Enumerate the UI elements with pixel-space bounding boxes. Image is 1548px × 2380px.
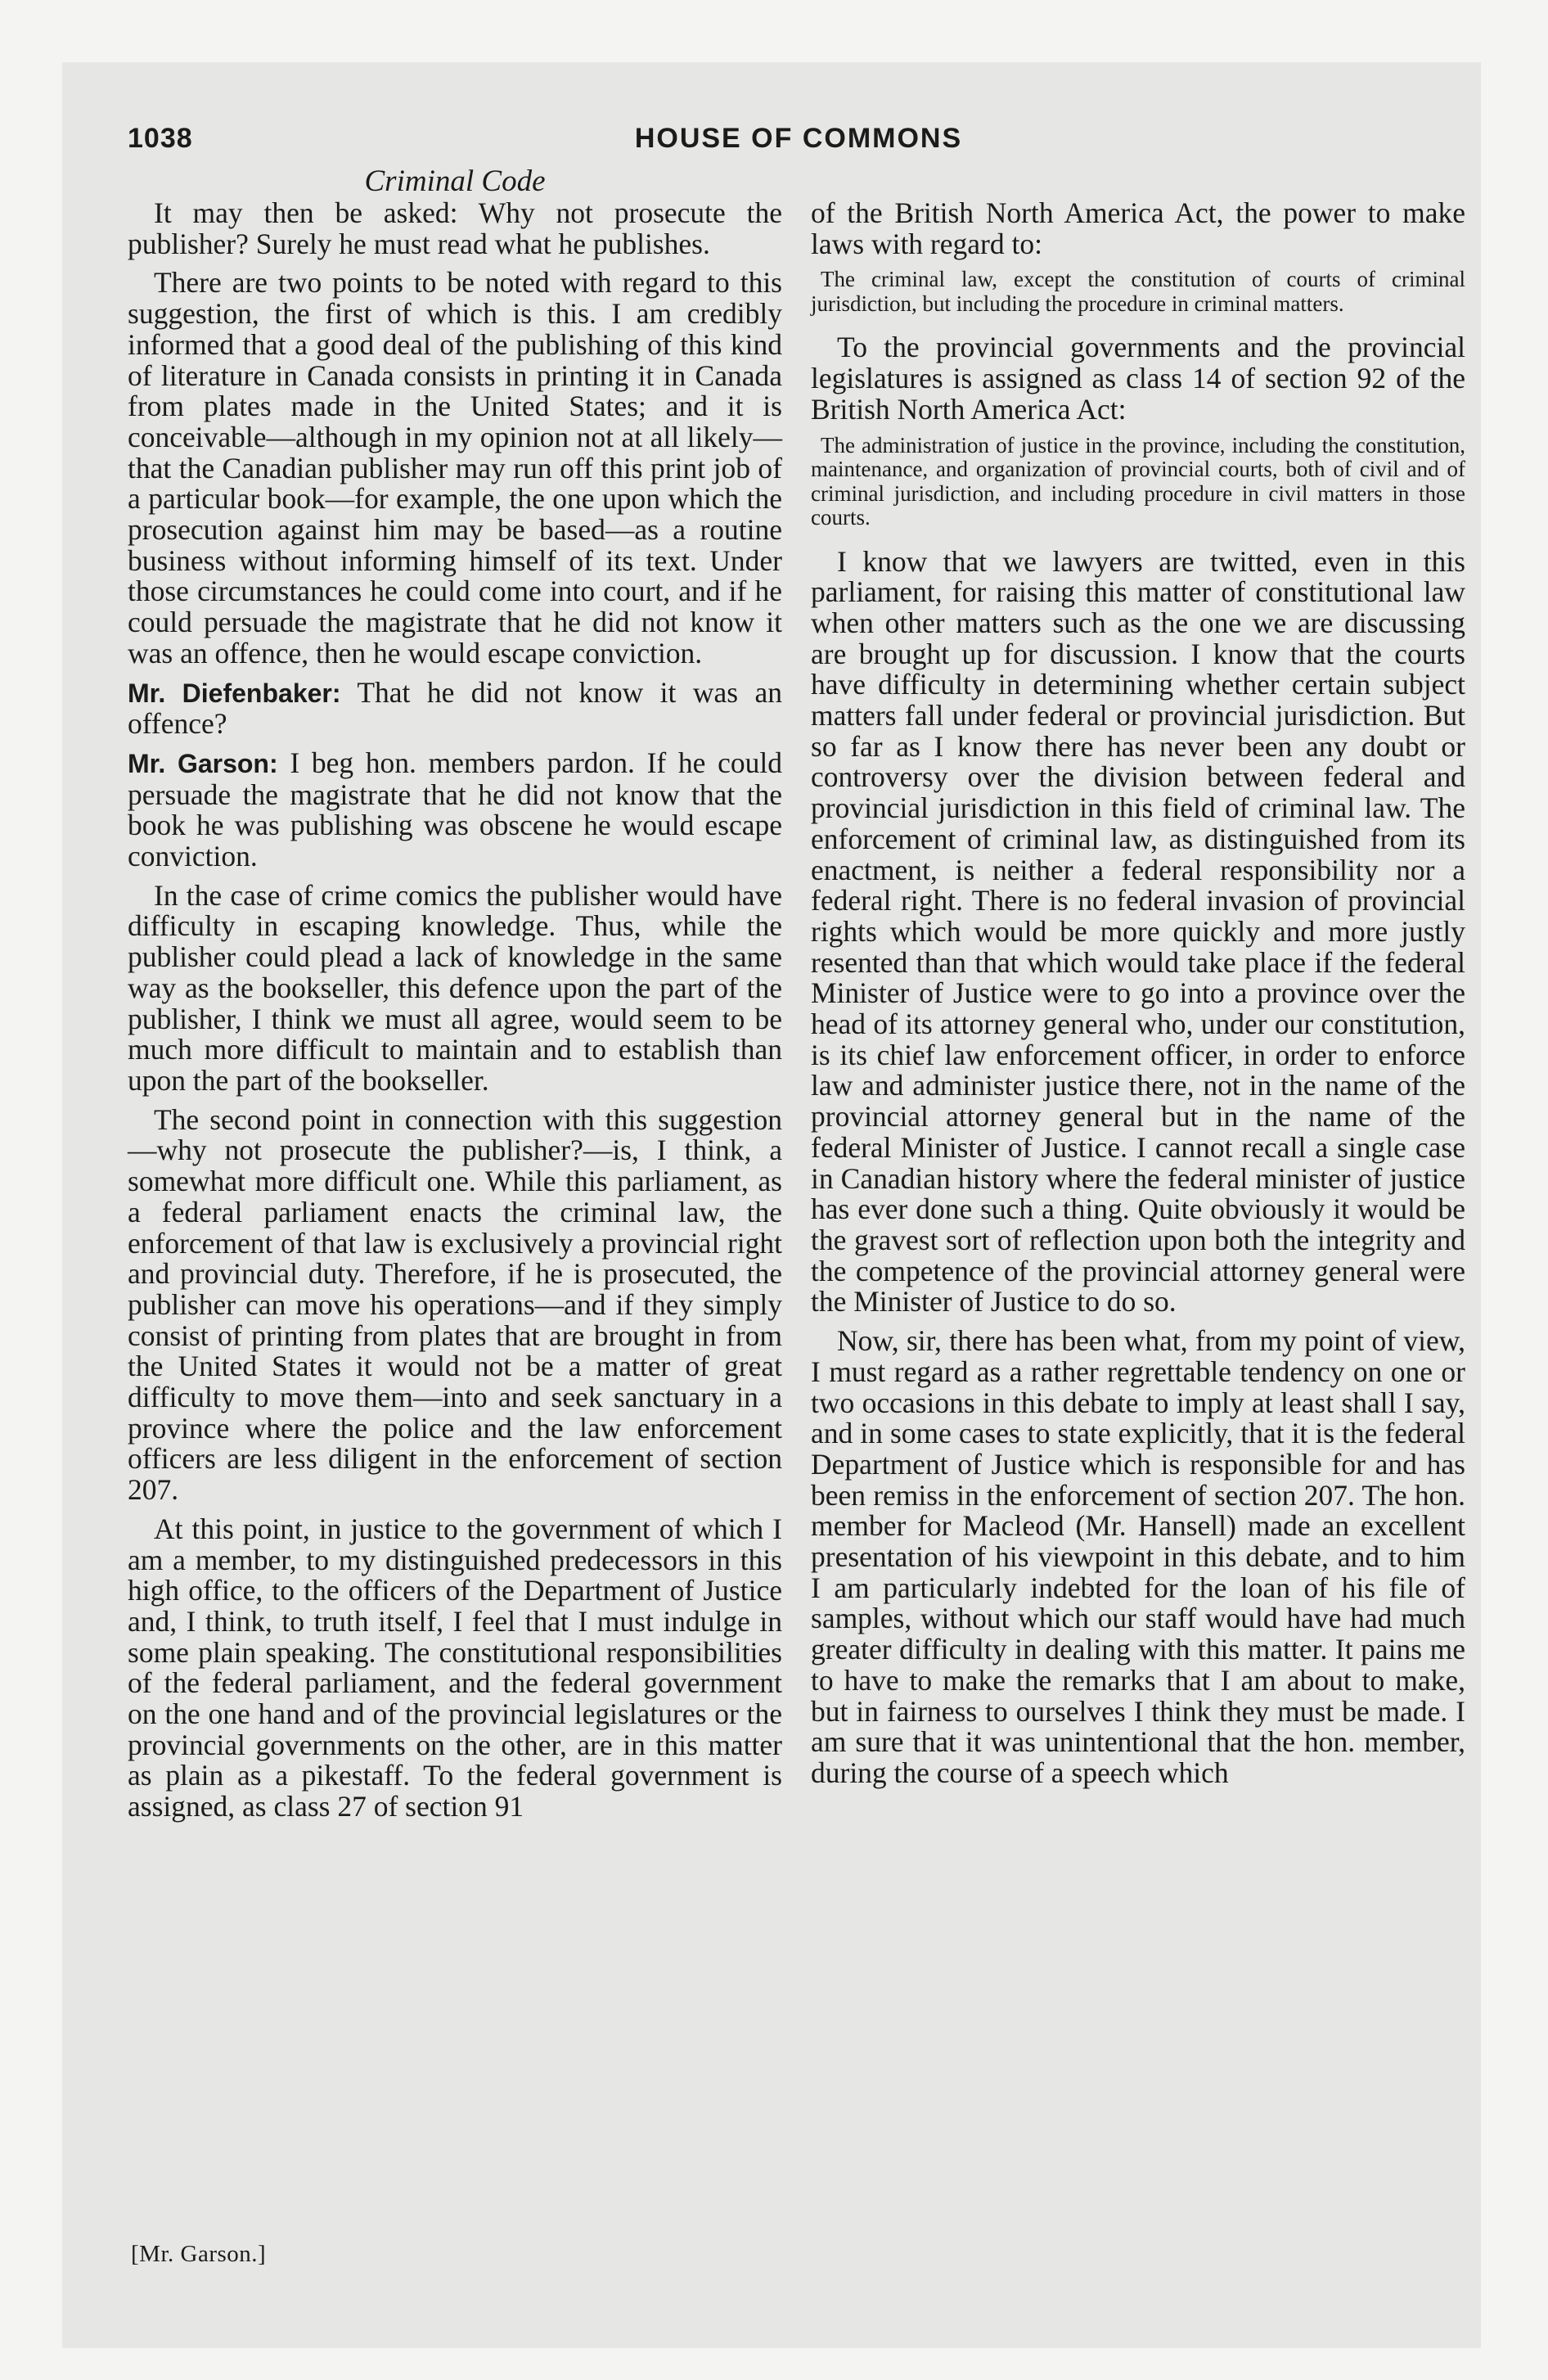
paragraph: There are two points to be noted with regard to this suggestion, the first of which is this. I am credibly informed that a good deal of the publishing of this kind of literature in Canada consists in printing it in Canada from plates made in the United States; and it is conceivable—although in my opinion not at all likely—that the Canadian publisher may run off this print job of a particular book—for example, the one upon which the prosecution against him may be based—as a routine business without informing himself of its text. Under those circumstances he could come into court, and if he could persuade the magistrate that he did not know it was an offence, then he would escape conviction. xyxy=(128,266,782,669)
speech-diefenbaker xyxy=(128,675,782,741)
paragraph: At this point, in justice to the government of which I am a member, to my distinguished predecessors in this high office, to the officers of the Department of Justice and, I think, to truth itself, I feel that I must indulge in some plain speaking. The constitutional responsibilities of the federal parliament, and the federal government on the one hand and of the provincial legislatures or the provincial governments on the other, are in this matter as plain as a pikestaff. To the federal government is assigned, as class 27 of section 91 xyxy=(128,1512,782,1823)
paragraph: The second point in connection with this suggestion—why not prosecute the publisher?—is, I think, a somewhat more difficult one. While this parliament, as a federal parliament enacts the criminal law, the enforcement of that law is exclusively a provincial right and provincial duty. Therefore, if he is prosecuted, the publisher can move his operations—and if they simply consist of printing from plates that are brought in from the United States it would not be a matter of great difficulty to move them—into and seek sanctuary in a province where the police and the law enforcement officers are less diligent in the enforcement of section 207. xyxy=(128,1102,782,1507)
paragraph: To the provincial governments and the provincial legislatures is assigned as class 14 of section 92 of the British North America Act: xyxy=(811,331,1465,426)
block-quote: The administration of justice in the province, including the constitution, maintenance, and organization of provincial courts, both of civil and of criminal jurisdiction, and including procedure in civil matters in those courts. xyxy=(811,432,1465,530)
speech-garson xyxy=(128,748,782,872)
paragraph: It may then be asked: Why not prosecute the publisher? Surely he must read what he publishes. xyxy=(128,196,782,260)
section-title: Criminal Code xyxy=(364,165,546,198)
right-column xyxy=(811,198,1465,1797)
speaker-name: Mr. Garson: xyxy=(128,748,278,778)
speaker-attribution: [Mr. Garson.] xyxy=(131,2241,267,2267)
speech-text: That he did not know it was an offence? xyxy=(128,675,782,741)
page-number: 1038 xyxy=(128,123,193,154)
paragraph: Now, sir, there has been what, from my point of view, I must regard as a rather regrettable tendency on one or two occasions in this debate to imply at least shall I say, and in some cases to state explicitly, that it is the federal Department of Justice which is responsible for and has been remiss in the enforcement of section 207. The hon. member for Macleod (Mr. Hansell) made an excellent presentation of his viewpoint in this debate, and to him I am particularly indebted for the loan of his file of samples, without which our staff would have had much greater difficulty in dealing with this matter. It pains me to have to make the remarks that I am about to make, but in fairness to ourselves I think they must be made. I am sure that it was unintentional that the hon. member, during the course of a speech which xyxy=(811,1324,1465,1789)
running-head: HOUSE OF COMMONS xyxy=(634,123,963,154)
speaker-name: Mr. Diefenbaker: xyxy=(128,678,341,708)
paragraph: I know that we lawyers are twitted, even in this parliament, for raising this matter of constitutional law when other matters such as the one we are discussing are brought up for discussion. I know that the courts have difficulty in determining whether certain subject matters fall under federal or provincial jurisdiction. But so far as I know there has never been any doubt or controversy over the division between federal and provincial jurisdiction in this field of criminal law. The enforcement of criminal law, as distinguished from its enactment, is neither a federal responsibility nor a federal right. There is no federal invasion of provincial rights which would be more quickly and more justly resented than that which would take place if the federal Minister of Justice were to go into a province over the head of its attorney general who, under our constitution, is its chief law enforcement officer, in order to enforce law and administer justice there, not in the name of the provincial attorney general but in the name of the federal Minister of Justice. I cannot recall a single case in Canadian history where the federal minister of justice has ever done such a thing. Quite obviously it would be the gravest sort of reflection upon both the integrity and the competence of the provincial attorney general were the Minister of Justice to do so. xyxy=(811,544,1465,1318)
speech-text: I beg hon. members pardon. If he could persuade the magistrate that he did not know that the book he was publishing was obscene he would escape conviction. xyxy=(128,746,783,873)
left-column xyxy=(128,198,782,1831)
paragraph: of the British North America Act, the power to make laws with regard to: xyxy=(811,196,1465,260)
page-header xyxy=(128,123,1469,164)
block-quote: The criminal law, except the constitution of courts of criminal jurisdiction, but including the procedure in criminal matters. xyxy=(811,267,1465,316)
paragraph: In the case of crime comics the publisher would have difficulty in escaping knowledge. Thus, while the publisher could plead a lack of knowledge in the same way as the bookseller, this defence upon the part of the publisher, I think we must all agree, would seem to be much more difficult to maintain and to establish than upon the part of the bookseller. xyxy=(128,878,782,1097)
